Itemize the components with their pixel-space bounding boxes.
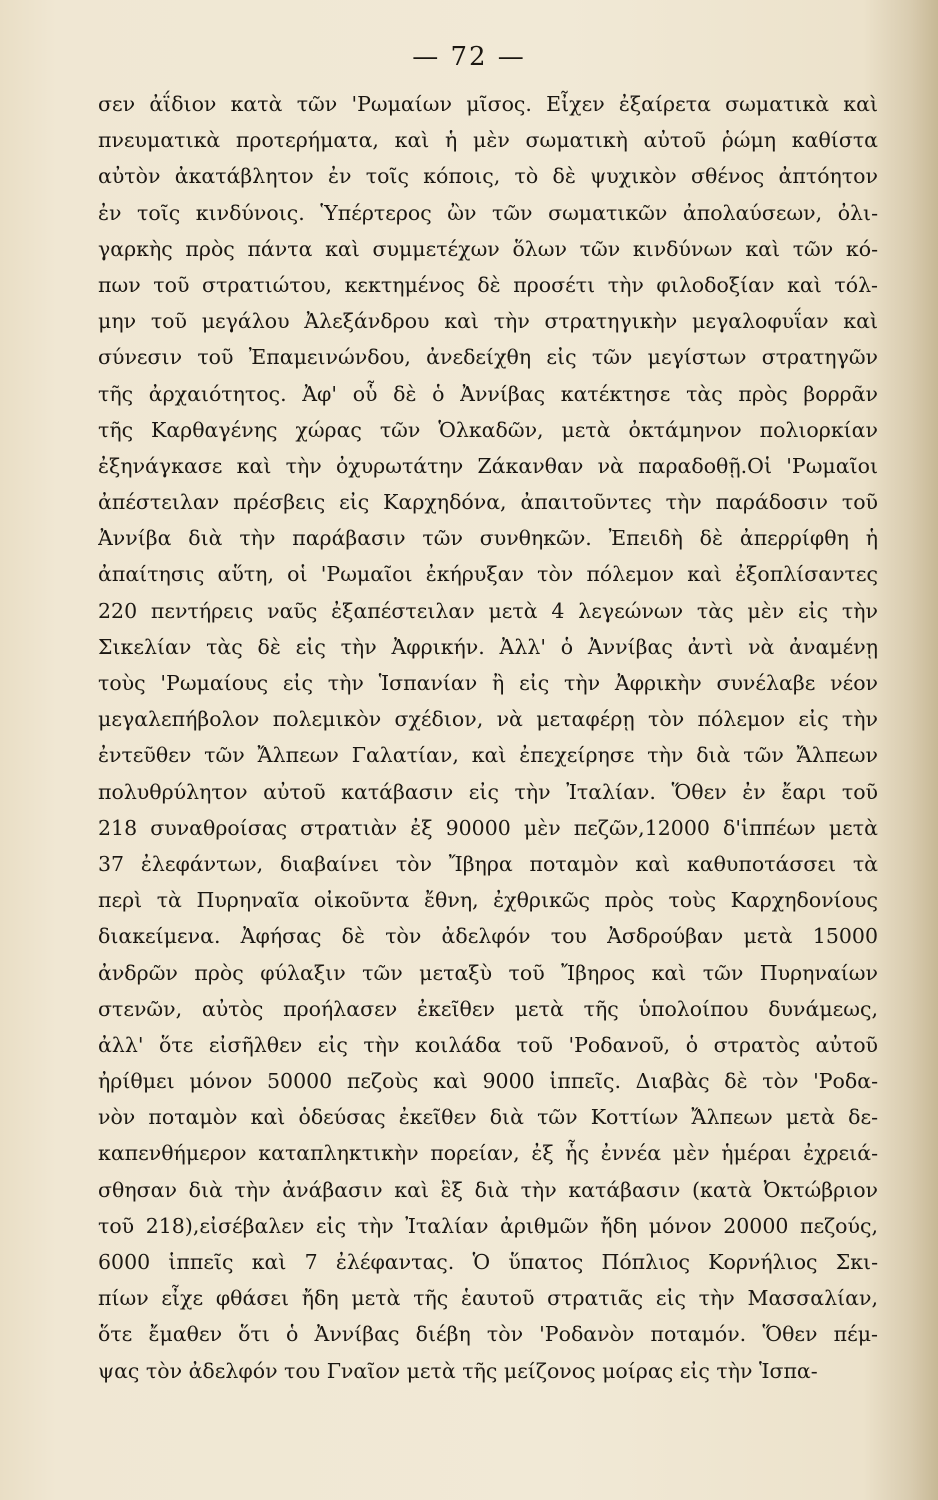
text-line: ὅτε ἔμαθεν ὅτι ὁ Ἀννίβας διέβη τὸν 'Ροδανὸν ποταμόν. Ὅθεν πέμ- <box>98 1322 878 1347</box>
text-line: Σικελίαν τὰς δὲ εἰς τὴν Ἀφρικήν. Ἀλλ' ὁ Ἀννίβας ἀντὶ νὰ ἀναμένῃ <box>98 634 878 659</box>
text-line: τοὺς 'Ρωμαίους εἰς τὴν Ἱσπανίαν ἢ εἰς τὴν Ἀφρικὴν συνέλαβε νέον <box>98 671 878 695</box>
text-line: Ἀννίβα διὰ τὴν παράβασιν τῶν συνθηκῶν. Ἐπειδὴ δὲ ἀπερρίφθη ἡ <box>98 526 878 551</box>
text-line: 37 ἐλεφάντων, διαβαίνει τὸν Ἴβηρα ποταμὸν καὶ καθυποτάσσει τὰ <box>98 851 878 876</box>
text-line: ἀπαίτησις αὕτη, οἱ 'Ρωμαῖοι ἐκήρυξαν τὸν πόλεμον καὶ ἐξοπλίσαντες <box>98 562 878 587</box>
text-line: σεν ἀΐδιον κατὰ τῶν 'Ρωμαίων μῖσος. Εἶχεν ἐξαίρετα σωματικὰ καὶ <box>98 92 878 116</box>
text-line: διακείμενα. Ἀφήσας δὲ τὸν ἀδελφόν του Ἀσδρούβαν μετὰ 15000 <box>98 924 878 949</box>
text-line: ἠρίθμει μόνον 50000 πεζοὺς καὶ 9000 ἱππεῖς. Διαβὰς δὲ τὸν 'Ροδα- <box>98 1069 878 1094</box>
text-line: στενῶν, αὐτὸς προήλασεν ἐκεῖθεν μετὰ τῆς ὑπολοίπου δυνάμεως, <box>98 996 878 1021</box>
text-line: ἐντεῦθεν τῶν Ἄλπεων Γαλατίαν, καὶ ἐπεχείρησε τὴν διὰ τῶν Ἄλπεων <box>98 743 878 768</box>
body-text <box>98 86 878 1389</box>
text-line: μεγαλεπήβολον πολεμικὸν σχέδιον, νὰ μεταφέρῃ τὸν πόλεμον εἰς τὴν <box>98 707 878 732</box>
text-line: 220 πεντήρεις ναῦς ἐξαπέστειλαν μετὰ 4 λεγεώνων τὰς μὲν εἰς τὴν <box>98 598 878 623</box>
text-line: τοῦ 218),εἰσέβαλεν εἰς τὴν Ἰταλίαν ἀριθμῶν ἤδη μόνον 20000 πεζούς, <box>98 1213 878 1238</box>
text-line: ψας τὸν ἀδελφόν του Γναῖον μετὰ τῆς μείζονος μοίρας εἰς τὴν Ἱσπα- <box>98 1358 818 1383</box>
text-line: πνευματικὰ προτερήματα, καὶ ἡ μὲν σωματικὴ αὐτοῦ ῥώμη καθίστα <box>98 128 878 153</box>
page-number: — 72 — <box>412 42 526 72</box>
text-line: ἀπέστειλαν πρέσβεις εἰς Καρχηδόνα, ἀπαιτοῦντες τὴν παράδοσιν τοῦ <box>98 490 878 515</box>
text-line: πίων εἶχε φθάσει ἤδη μετὰ τῆς ἑαυτοῦ στρατιᾶς εἰς τὴν Μασσαλίαν, <box>98 1286 878 1311</box>
text-line: σύνεσιν τοῦ Ἐπαμεινώνδου, ἀνεδείχθη εἰς τῶν μεγίστων στρατηγῶν <box>98 345 878 370</box>
text-line: 218 συναθροίσας στρατιὰν ἐξ 90000 μὲν πεζῶν,12000 δ'ἱππέων μετὰ <box>98 815 878 840</box>
text-line: αὐτὸν ἀκατάβλητον ἐν τοῖς κόποις, τὸ δὲ ψυχικὸν σθένος ἀπτόητον <box>98 164 878 189</box>
text-line: τῆς ἀρχαιότητος. Ἀφ' οὗ δὲ ὁ Ἀννίβας κατέκτησε τὰς πρὸς βορρᾶν <box>98 381 878 406</box>
text-line: καπενθήμερον καταπληκτικὴν πορείαν, ἐξ ἧς ἐννέα μὲν ἡμέραι ἐχρειά- <box>98 1141 878 1166</box>
text-line: ἀλλ' ὅτε εἰσῆλθεν εἰς τὴν κοιλάδα τοῦ 'Ροδανοῦ, ὁ στρατὸς αὐτοῦ <box>98 1032 878 1057</box>
text-line: σθησαν διὰ τὴν ἀνάβασιν καὶ ἓξ διὰ τὴν κατάβασιν (κατὰ Ὀκτώβριον <box>98 1177 878 1202</box>
text-line: γαρκὴς πρὸς πάντα καὶ συμμετέχων ὅλων τῶν κινδύνων καὶ τῶν κό- <box>98 236 878 261</box>
text-line: 6000 ἱππεῖς καὶ 7 ἐλέφαντας. Ὁ ὕπατος Πόπλιος Κορνήλιος Σκι- <box>98 1250 878 1274</box>
text-line: πων τοῦ στρατιώτου, κεκτημένος δὲ προσέτι τὴν φιλοδοξίαν καὶ τόλ- <box>98 272 878 297</box>
text-line: ἀνδρῶν πρὸς φύλαξιν τῶν μεταξὺ τοῦ Ἴβηρος καὶ τῶν Πυρηναίων <box>98 960 878 985</box>
text-line: περὶ τὰ Πυρηναῖα οἰκοῦντα ἔθνη, ἐχθρικῶς πρὸς τοὺς Καρχηδονίους <box>98 888 878 913</box>
text-line: τῆς Καρθαγένης χώρας τῶν Ὁλκαδῶν, μετὰ ὀκτάμηνον πολιορκίαν <box>98 417 878 442</box>
text-line: μην τοῦ μεγάλου Ἀλεξάνδρου καὶ τὴν στρατηγικὴν μεγαλοφυΐαν καὶ <box>98 309 878 334</box>
text-line: ἐν τοῖς κινδύνοις. Ὑπέρτερος ὢν τῶν σωματικῶν ἀπολαύσεων, ὀλι- <box>98 200 878 225</box>
text-line: πολυθρύλητον αὐτοῦ κατάβασιν εἰς τὴν Ἰταλίαν. Ὅθεν ἐν ἔαρι τοῦ <box>98 779 878 804</box>
text-line: ἐξηνάγκασε καὶ τὴν ὀχυρωτάτην Ζάκανθαν νὰ παραδοθῇ.Οἱ 'Ρωμαῖοι <box>98 453 878 478</box>
text-line: νὸν ποταμὸν καὶ ὁδεύσας ἐκεῖθεν διὰ τῶν Κοττίων Ἄλπεων μετὰ δε- <box>98 1105 878 1130</box>
